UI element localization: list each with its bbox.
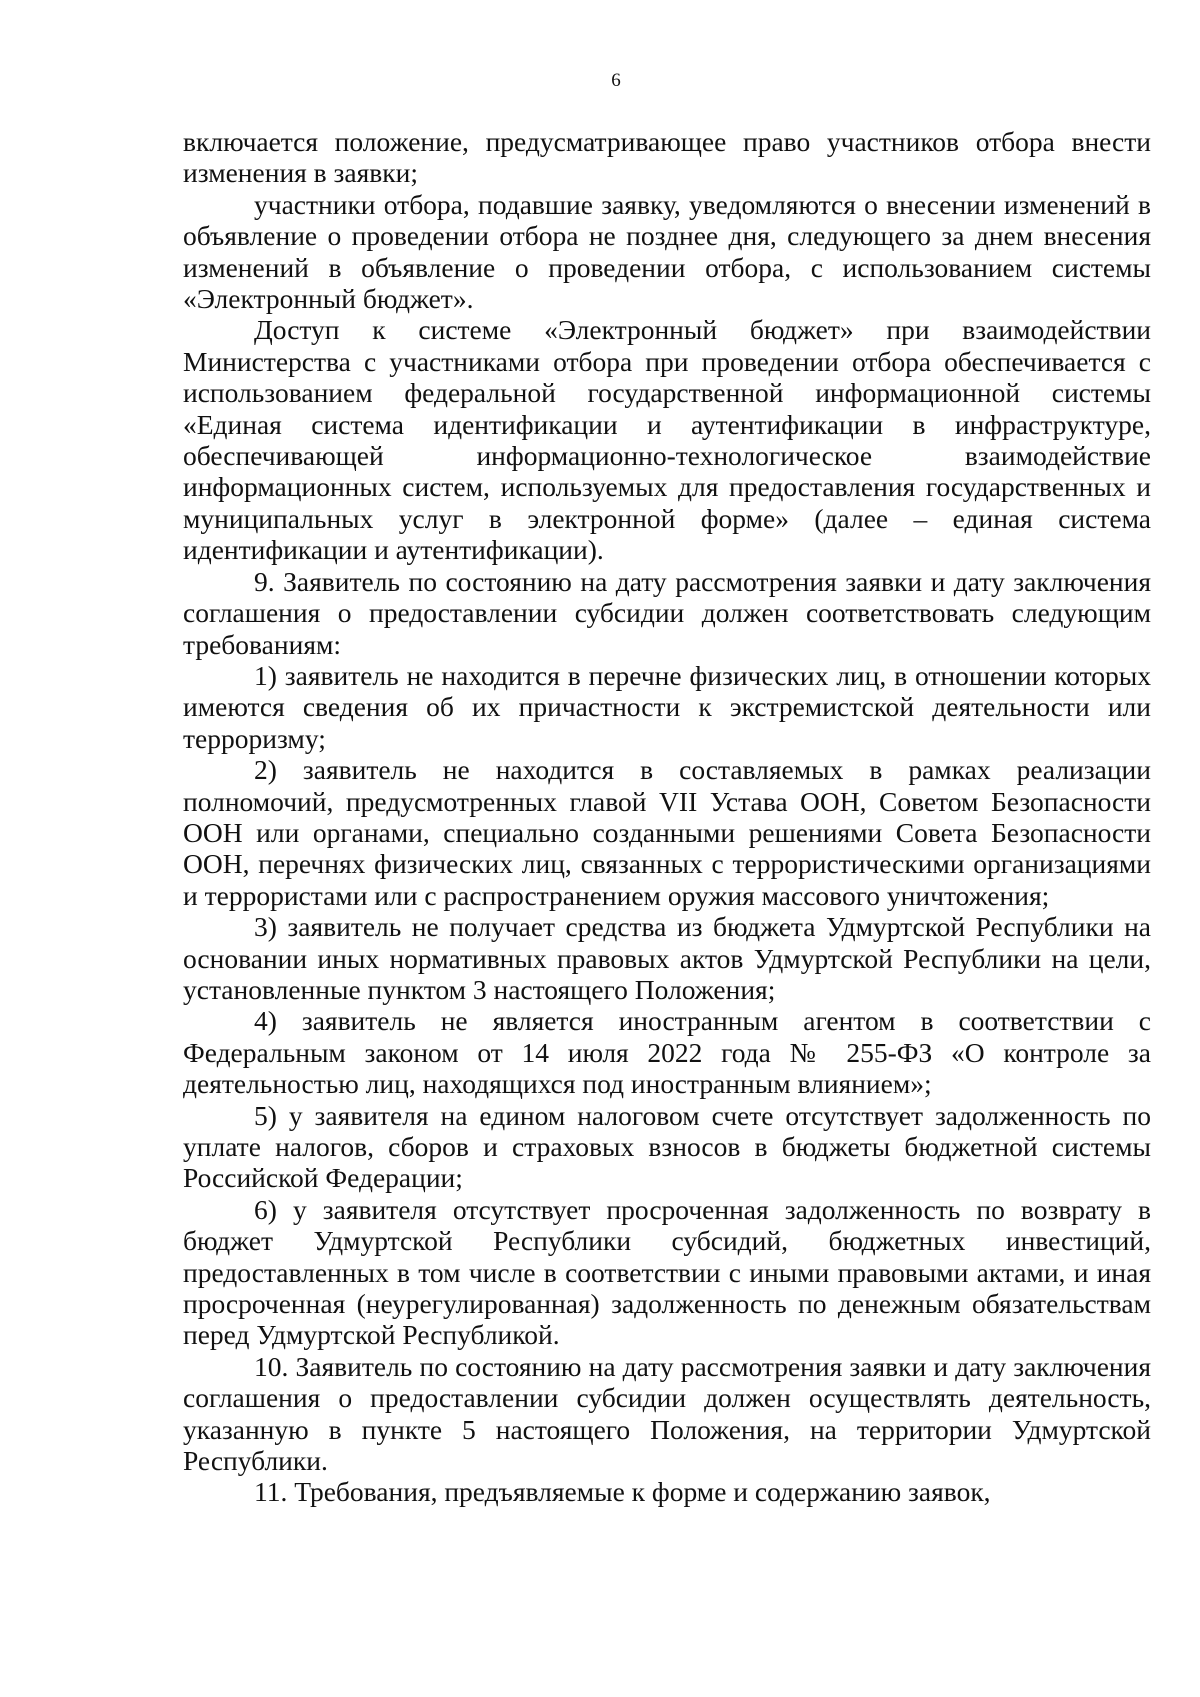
- paragraph-item-9: 9. Заявитель по состоянию на дату рассмотрения заявки и дату заключения соглашения о предоставлении субсидии должен соответствовать следующим требованиям:: [183, 565, 1151, 660]
- paragraph-item-11: 11. Требования, предъявляемые к форме и содержанию заявок,: [254, 1476, 991, 1508]
- paragraph-requirement-6: 6) у заявителя отсутствует просроченная задолженность по возврату в бюджет Удмуртской Республики субсидий, бюджетных инвестиций, предоставленных в том числе в соответствии с иными правовыми актами, и иная просроченная (неурегулированная) задолженность по денежным обязательствам перед Удмуртской Республикой.: [183, 1193, 1151, 1351]
- paragraph-requirement-2: 2) заявитель не находится в составляемых в рамках реализации полномочий, предусмотренных главой VII Устава ООН, Советом Безопасности ООН или органами, специально созданными решениями Совета Безопасности ООН, перечнях физических лиц, связанных с террористическими организациями и террористами или с распространением оружия массового уничтожения;: [183, 754, 1151, 911]
- document-body: [183, 126, 1151, 1508]
- page-number: 6: [611, 70, 621, 91]
- paragraph-requirement-3: 3) заявитель не получает средства из бюджета Удмуртской Республики на основании иных нормативных правовых актов Удмуртской Республики на цели, установленные пунктом 3 настоящего Положения;: [183, 911, 1151, 1005]
- paragraph-notification: участники отбора, подавшие заявку, уведомляются о внесении изменений в объявление о проведении отбора не позднее дня, следующего за днем внесения изменений в объявление о проведении отбора, с использованием системы «Электронный бюджет».: [183, 188, 1151, 315]
- paragraph-system-access: Доступ к системе «Электронный бюджет» при взаимодействии Министерства с участниками отбора при проведении отбора обеспечивается с использованием федеральной государственной информационной системы «Единая система идентификации и аутентификации в инфраструктуре, обеспечивающей информационно-технологическое взаимодействие информационных систем, используемых для предоставления государственных и муниципальных услуг в электронной форме» (далее – единая система идентификации и аутентификации).: [183, 314, 1151, 566]
- paragraph-requirement-4: 4) заявитель не является иностранным агентом в соответствии с Федеральным законом от 14 июля 2022 года № 255-ФЗ «О контроле за деятельностью лиц, находящихся под иностранным влиянием»;: [183, 1005, 1151, 1100]
- paragraph-requirement-1: 1) заявитель не находится в перечне физических лиц, в отношении которых имеются сведения об их причастности к экстремистской деятельности или терроризму;: [183, 659, 1151, 754]
- paragraph-item-10: 10. Заявитель по состоянию на дату рассмотрения заявки и дату заключения соглашения о предоставлении субсидии должен осуществлять деятельность, указанную в пункте 5 настоящего Положения, на территории Удмуртской Республики.: [183, 1350, 1151, 1477]
- paragraph-requirement-5: 5) у заявителя на едином налоговом счете отсутствует задолженность по уплате налогов, сборов и страховых взносов в бюджеты бюджетной системы Российской Федерации;: [183, 1099, 1151, 1194]
- paragraph-continuation: включается положение, предусматривающее право участников отбора внести изменения в заявки;: [183, 126, 1151, 189]
